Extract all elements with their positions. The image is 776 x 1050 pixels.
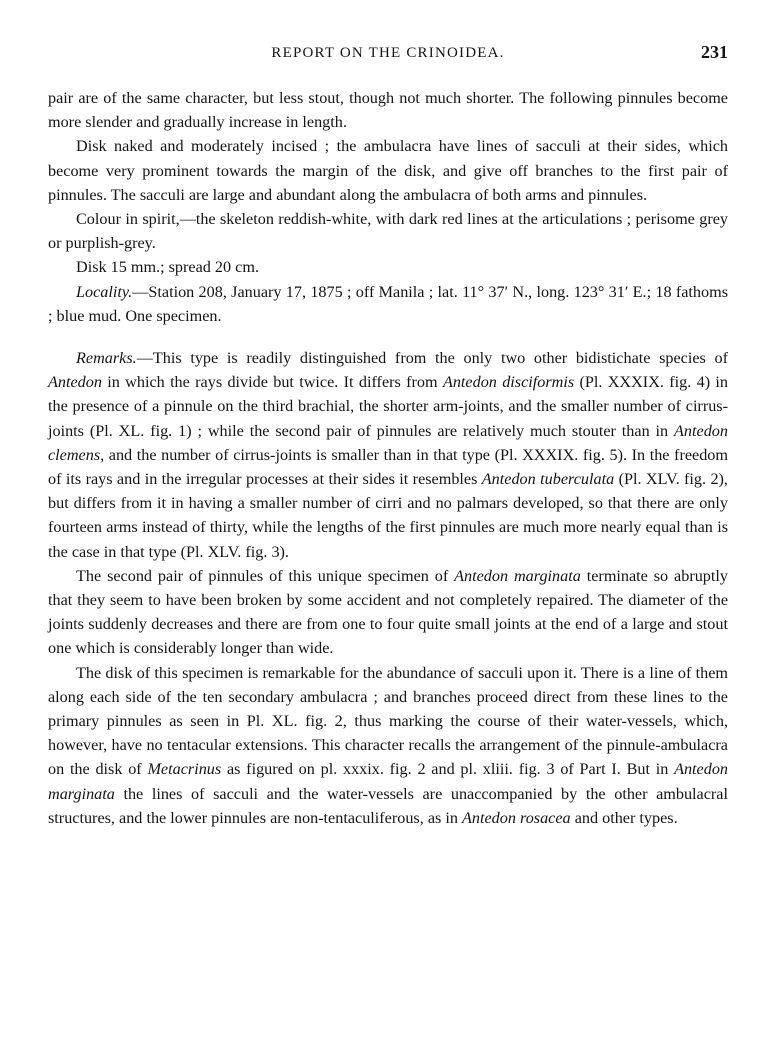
remarks-text-2: in which the rays divide but twice. It differs from bbox=[101, 373, 443, 392]
sacculi-text-3: the lines of sacculi and the water-vessels are unaccompanied by the other ambulacral structures, and the lower pinnules are non-tentaculiferous, as in bbox=[48, 784, 728, 827]
remarks-label: Remarks. bbox=[76, 349, 137, 368]
taxon-name: Antedon marginata bbox=[454, 566, 581, 585]
sacculi-text-1: The disk of this specimen is remarkable for the abundance of sacculi upon it. There is a line of them along each side of the ten secondary ambulacra ; and branches proceed direct from these lines to the primary pinnules as seen in Pl. XL. fig. 2, thus marking the course of their water-vessels, which, however, have no tentacular extensions. This character recalls the arrangement of the pinnule-ambulacra on the disk of bbox=[48, 663, 728, 779]
pinnules-text-1: The second pair of pinnules of this unique specimen of bbox=[76, 566, 455, 585]
taxon-name: Antedon rosacea bbox=[462, 808, 571, 827]
taxon-name: Antedon marginata bbox=[48, 760, 729, 803]
taxon-name: Metacrinus bbox=[147, 760, 222, 779]
taxon-name: Antedon bbox=[48, 373, 102, 392]
remarks-text-3: (Pl. XXXIX. fig. 4) in the presence of a pinnule on the third brachial, the shorter arm-joints, and the smaller number of cirrus-joints (Pl. XL. fig. 1) ; while the second pair of pinnules are relatively much stouter than in bbox=[48, 373, 728, 440]
paragraph-disk: Disk naked and moderately incised ; the ambulacra have lines of sacculi at their sides, which become very prominent towards the margin of the disk, and give off branches to the first pair of pinnules. The sacculi are large and abundant along the ambulacra of both arms and pinnules. bbox=[48, 137, 728, 204]
locality-label: Locality. bbox=[76, 282, 133, 301]
taxon-name: Antedon clemens, bbox=[48, 421, 728, 464]
paragraph-pinnules bbox=[48, 564, 728, 661]
paragraph-locality bbox=[48, 280, 728, 328]
sacculi-text-4: and other types. bbox=[570, 808, 678, 827]
locality-text: —Station 208, January 17, 1875 ; off Manila ; lat. 11° 37′ N., long. 123° 31′ E.; 18 fathoms ; blue mud. One specimen. bbox=[48, 282, 728, 325]
body-text bbox=[48, 86, 728, 830]
pinnules-text-2: terminate so abruptly that they seem to have been broken by some accident and not completely repaired. The diameter of the joints suddenly decreases and there are from one to four quite small joints at the end of a large and stout one which is considerably longer than wide. bbox=[48, 566, 728, 658]
paragraph-continued: pair are of the same character, but less stout, though not much shorter. The following pinnules become more slender and gradually increase in length. bbox=[48, 89, 728, 132]
remarks-text-4: and the number of cirrus-joints is smaller than in that type (Pl. XXXIX. fig. 5). In the freedom of its rays and in the irregular processes at their sides it resembles bbox=[48, 445, 728, 489]
paragraph-sacculi bbox=[48, 661, 728, 830]
taxon-name: Antedon tuberculata bbox=[481, 470, 615, 489]
paragraph-dimensions: Disk 15 mm.; spread 20 cm. bbox=[76, 258, 259, 277]
taxon-name: Antedon disciformis bbox=[442, 373, 575, 392]
page-number: 231 bbox=[701, 42, 728, 62]
page-header bbox=[48, 42, 728, 66]
running-title: REPORT ON THE CRINOIDEA. bbox=[271, 45, 505, 61]
remarks-text-5: (Pl. XLV. fig. 2), but differs from it in having a smaller number of cirri and no palmars developed, so that there are only fourteen arms instead of thirty, while the lengths of the first pinnules are much more nearly equal than is the case in that type (Pl. XLV. fig. 3). bbox=[48, 470, 728, 561]
sacculi-text-2: as figured on pl. xxxix. fig. 2 and pl. xliii. fig. 3 of Part I. But in bbox=[221, 760, 675, 779]
paragraph-colour: Colour in spirit,—the skeleton reddish-white, with dark red lines at the articulations ; perisome grey or purplish-grey. bbox=[48, 210, 728, 253]
remarks-text-1: —This type is readily distinguished from the only two other bidistichate species of bbox=[136, 349, 728, 368]
paragraph-remarks bbox=[48, 346, 728, 564]
